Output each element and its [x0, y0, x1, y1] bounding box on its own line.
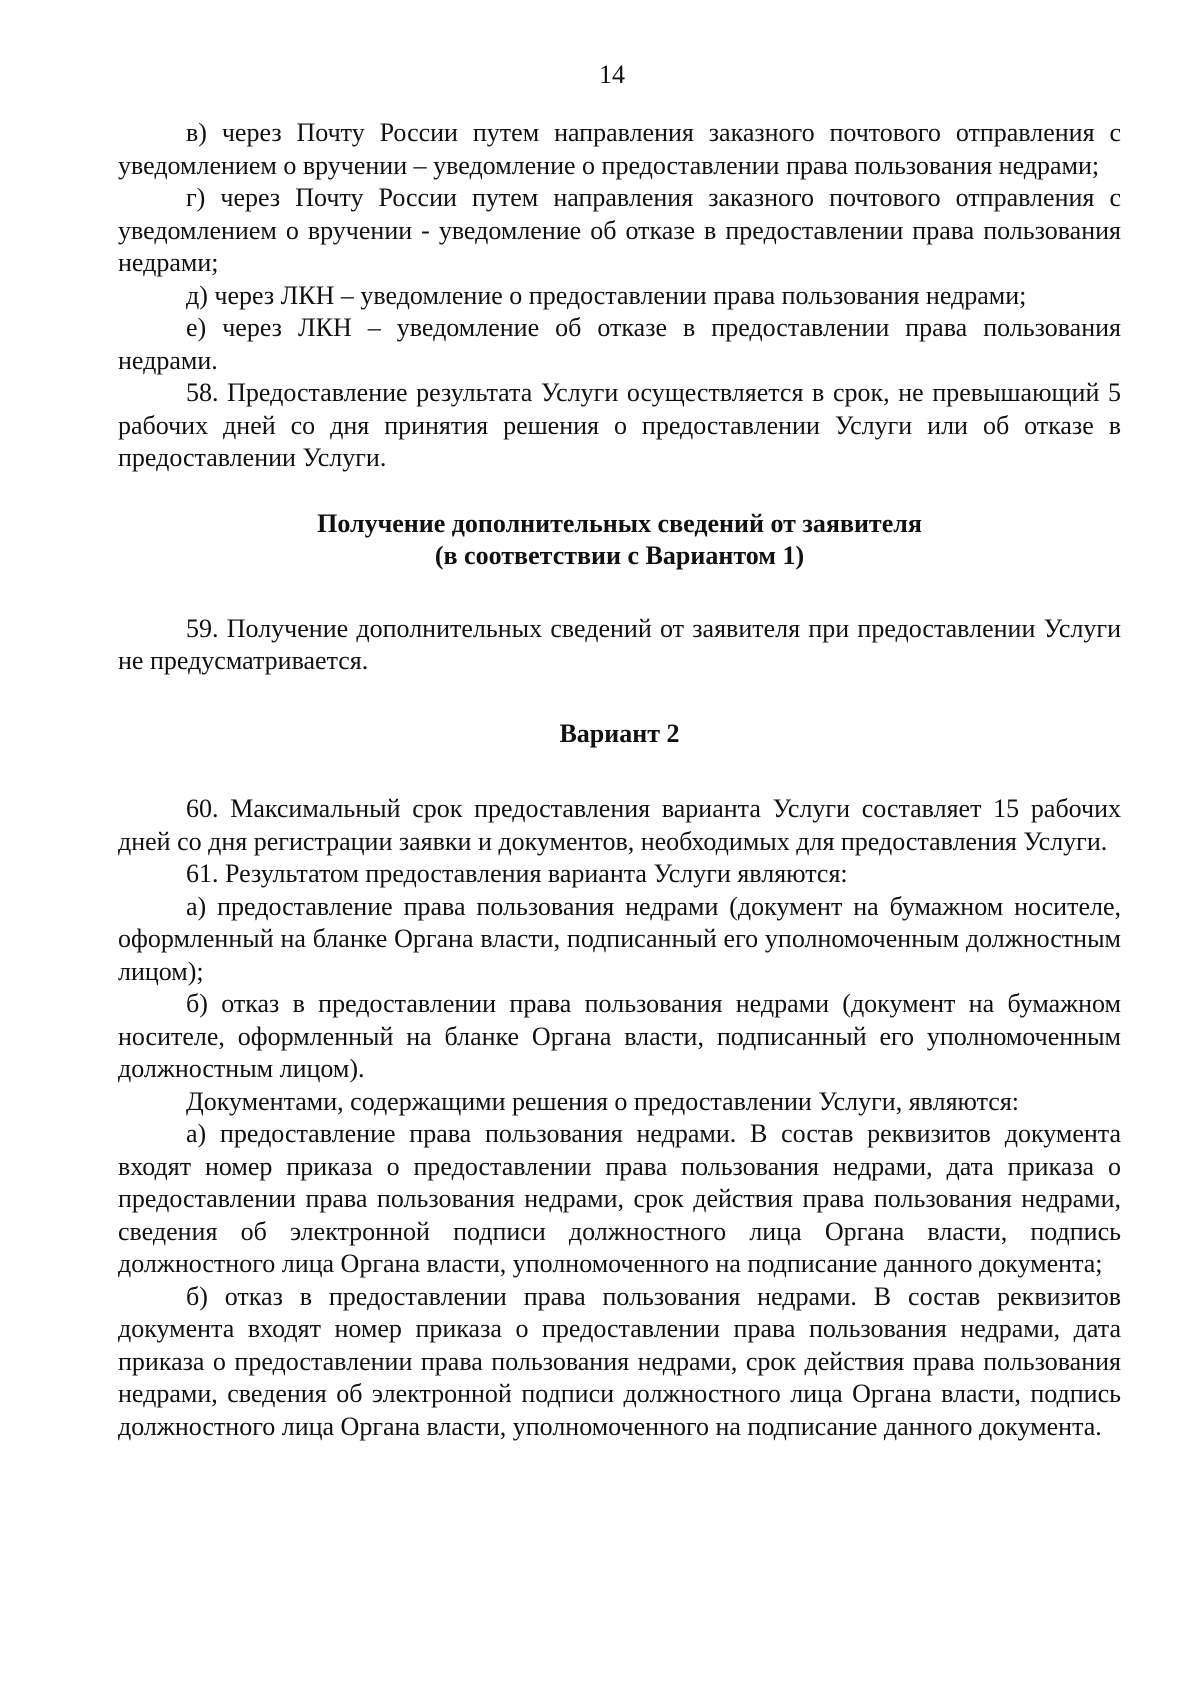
paragraph-item-e: е) через ЛКН – уведомление об отказе в предоставлении права пользования недрами.: [118, 313, 1121, 375]
paragraph-58: 58. Предоставление результата Услуги осуществляется в срок, не превышающий 5 рабочих дней со дня принятия решения о предоставлении Услуги или об отказе в предоставлении Услуги.: [118, 378, 1121, 472]
section-heading-line2: (в соответствии с Вариантом 1): [434, 541, 805, 570]
paragraph-documents-item-b: б) отказ в предоставлении права пользования недрами. В состав реквизитов документа входят номер приказа о предоставлении права пользования недрами, дата приказа о предоставлении права пользования недрами, срок действия права пользования недрами, сведения об электронной подписи должностного лица Органа власти, подпись должностного лица Органа власти, уполномоченного на подписание данного документа.: [118, 1281, 1121, 1441]
paragraph-documents-item-a: а) предоставление права пользования недрами. В состав реквизитов документа входят номер приказа о предоставлении права пользования недрами, дата приказа о предоставлении права пользования недрами, срок действия права пользования недрами, сведения об электронной подписи должностного лица Органа власти, подпись должностного лица Органа власти, уполномоченного на подписание данного документа;: [118, 1119, 1121, 1278]
paragraph-59: 59. Получение дополнительных сведений от заявителя при предоставлении Услуги не предусматривается.: [118, 613, 1121, 675]
variant-heading: Вариант 2: [559, 718, 680, 748]
page-number: 14: [599, 60, 625, 89]
section-heading: [118, 508, 1121, 573]
paragraph-documents-intro: Документами, содержащими решения о предоставлении Услуги, являются:: [186, 1086, 1020, 1116]
paragraph-item-d: д) через ЛКН – уведомление о предоставлении права пользования недрами;: [186, 280, 1027, 310]
paragraph-item-g: г) через Почту России путем направления заказного почтового отправления с уведомлением о вручении - уведомление об отказе в предоставлении права пользования недрами;: [118, 183, 1121, 277]
paragraph-item-v: в) через Почту России путем направления заказного почтового отправления с уведомлением о вручении – уведомление о предоставлении права пользования недрами;: [118, 118, 1121, 180]
paragraph-60: 60. Максимальный срок предоставления варианта Услуги составляет 15 рабочих дней со дня регистрации заявки и документов, необходимых для предоставления Услуги.: [118, 794, 1121, 856]
section-heading-line1: Получение дополнительных сведений от заявителя: [317, 508, 922, 538]
paragraph-61-item-a: а) предоставление права пользования недрами (документ на бумажном носителе, оформленный на бланке Органа власти, подписанный его уполномоченным должностным лицом);: [118, 891, 1121, 986]
paragraph-61: 61. Результатом предоставления варианта Услуги являются:: [186, 859, 848, 888]
paragraph-61-item-b: б) отказ в предоставлении права пользования недрами (документ на бумажном носителе, оформленный на бланке Органа власти, подписанный его уполномоченным должностным лицом).: [118, 989, 1121, 1083]
document-body: [118, 117, 1121, 1443]
